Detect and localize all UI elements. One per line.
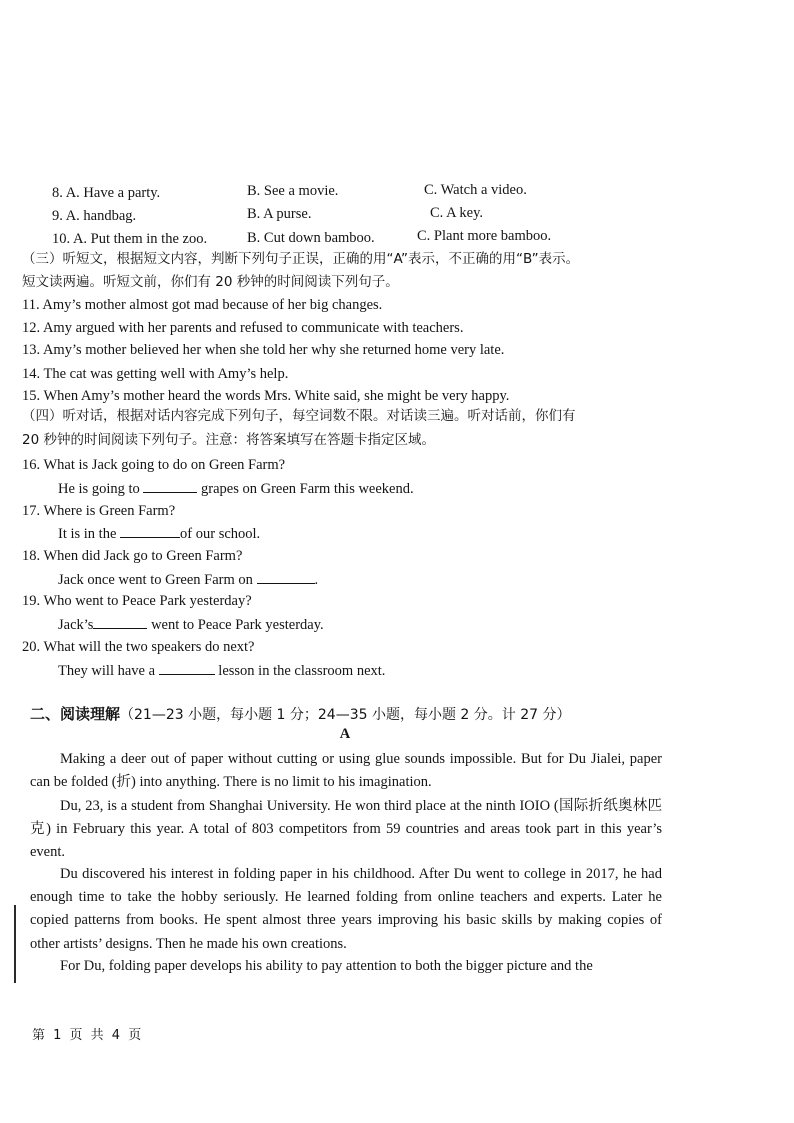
option-9-c: C. A key. — [430, 205, 484, 221]
question-18: 18. When did Jack go to Green Farm? — [22, 548, 243, 564]
passage-paragraph-2: Du, 23, is a student from Shanghai University. He won third place at the ninth IOIO (国际折纸奥林匹克) in February this year. A total of 803 competitors from 59 countries and areas took part in this year’s event. — [30, 798, 662, 861]
blank-20[interactable] — [159, 660, 215, 675]
question-20: 20. What will the two speakers do next? — [22, 639, 255, 655]
blank-16[interactable] — [143, 478, 197, 493]
section3-instruction-line2: 短文读两遍。听短文前，你们有 20 秒钟的时间阅读下列句子。 — [22, 274, 399, 290]
section4-instruction-line2: 20 秒钟的时间阅读下列句子。注意：将答案填写在答题卡指定区域。 — [22, 432, 435, 448]
blank-18[interactable] — [257, 569, 315, 584]
question-16: 16. What is Jack going to do on Green Farm? — [22, 457, 286, 473]
answer-line-16: He is going to grapes on Green Farm this weekend. — [58, 478, 414, 499]
passage-label: A — [339, 726, 351, 742]
reading-section-heading: 二、阅读理解（21—23 小题，每小题 1 分；24—35 小题，每小题 2 分。计 27 分） — [30, 705, 571, 723]
option-10-a: 10. A. Put them in the zoo. — [52, 231, 208, 247]
question-17: 17. Where is Green Farm? — [22, 503, 176, 519]
passage-paragraph-4: For Du, folding paper develops his ability to pay attention to both the bigger picture and the — [60, 958, 593, 974]
option-9-b: B. A purse. — [247, 206, 312, 222]
statement-14: 14. The cat was getting well with Amy’s help. — [22, 366, 289, 382]
blank-17[interactable] — [120, 523, 180, 538]
statement-13: 13. Amy’s mother believed her when she told her why she returned home very late. — [22, 342, 505, 358]
answer-line-19: Jack’s went to Peace Park yesterday. — [58, 614, 324, 635]
statement-15: 15. When Amy’s mother heard the words Mrs. White said, she might be very happy. — [22, 388, 510, 404]
passage-paragraph-1: Making a deer out of paper without cutting or using glue sounds impossible. But for Du Jialei, paper can be folded (折) into anything. There is no limit to his imagination. — [30, 751, 662, 791]
statement-11: 11. Amy’s mother almost got mad because of her big changes. — [22, 297, 383, 313]
question-19: 19. Who went to Peace Park yesterday? — [22, 593, 252, 609]
answer-line-17: It is in the of our school. — [58, 523, 260, 544]
statement-12: 12. Amy argued with her parents and refused to communicate with teachers. — [22, 320, 464, 336]
margin-line — [14, 905, 16, 983]
option-10-c: C. Plant more bamboo. — [417, 228, 552, 244]
option-8-b: B. See a movie. — [247, 183, 339, 199]
option-10-b: B. Cut down bamboo. — [247, 230, 375, 246]
answer-line-18: Jack once went to Green Farm on . — [58, 569, 318, 590]
page-footer: 第 1 页 共 4 页 — [32, 1028, 144, 1043]
option-9-a: 9. A. handbag. — [52, 208, 137, 224]
section3-instruction-line1: （三）听短文，根据短文内容，判断下列句子正误，正确的用“A”表示，不正确的用“B”表示。 — [22, 251, 580, 267]
option-8-c: C. Watch a video. — [424, 182, 527, 198]
answer-line-20: They will have a lesson in the classroom next. — [58, 660, 385, 681]
passage-paragraph-3: Du discovered his interest in folding paper in his childhood. After Du went to college in 2017, he had enough time to take the hobby seriously. He learned folding from online teachers and experts. Later he copied patterns from books. He spent almost three years improving his basic skills by making copies of other artists’ designs. Then he made his own creations. — [30, 866, 662, 952]
blank-19[interactable] — [93, 614, 147, 629]
option-8-a: 8. A. Have a party. — [52, 185, 161, 201]
section4-instruction-line1: （四）听对话，根据对话内容完成下列句子，每空词数不限。对话读三遍。听对话前，你们有 — [22, 408, 576, 424]
